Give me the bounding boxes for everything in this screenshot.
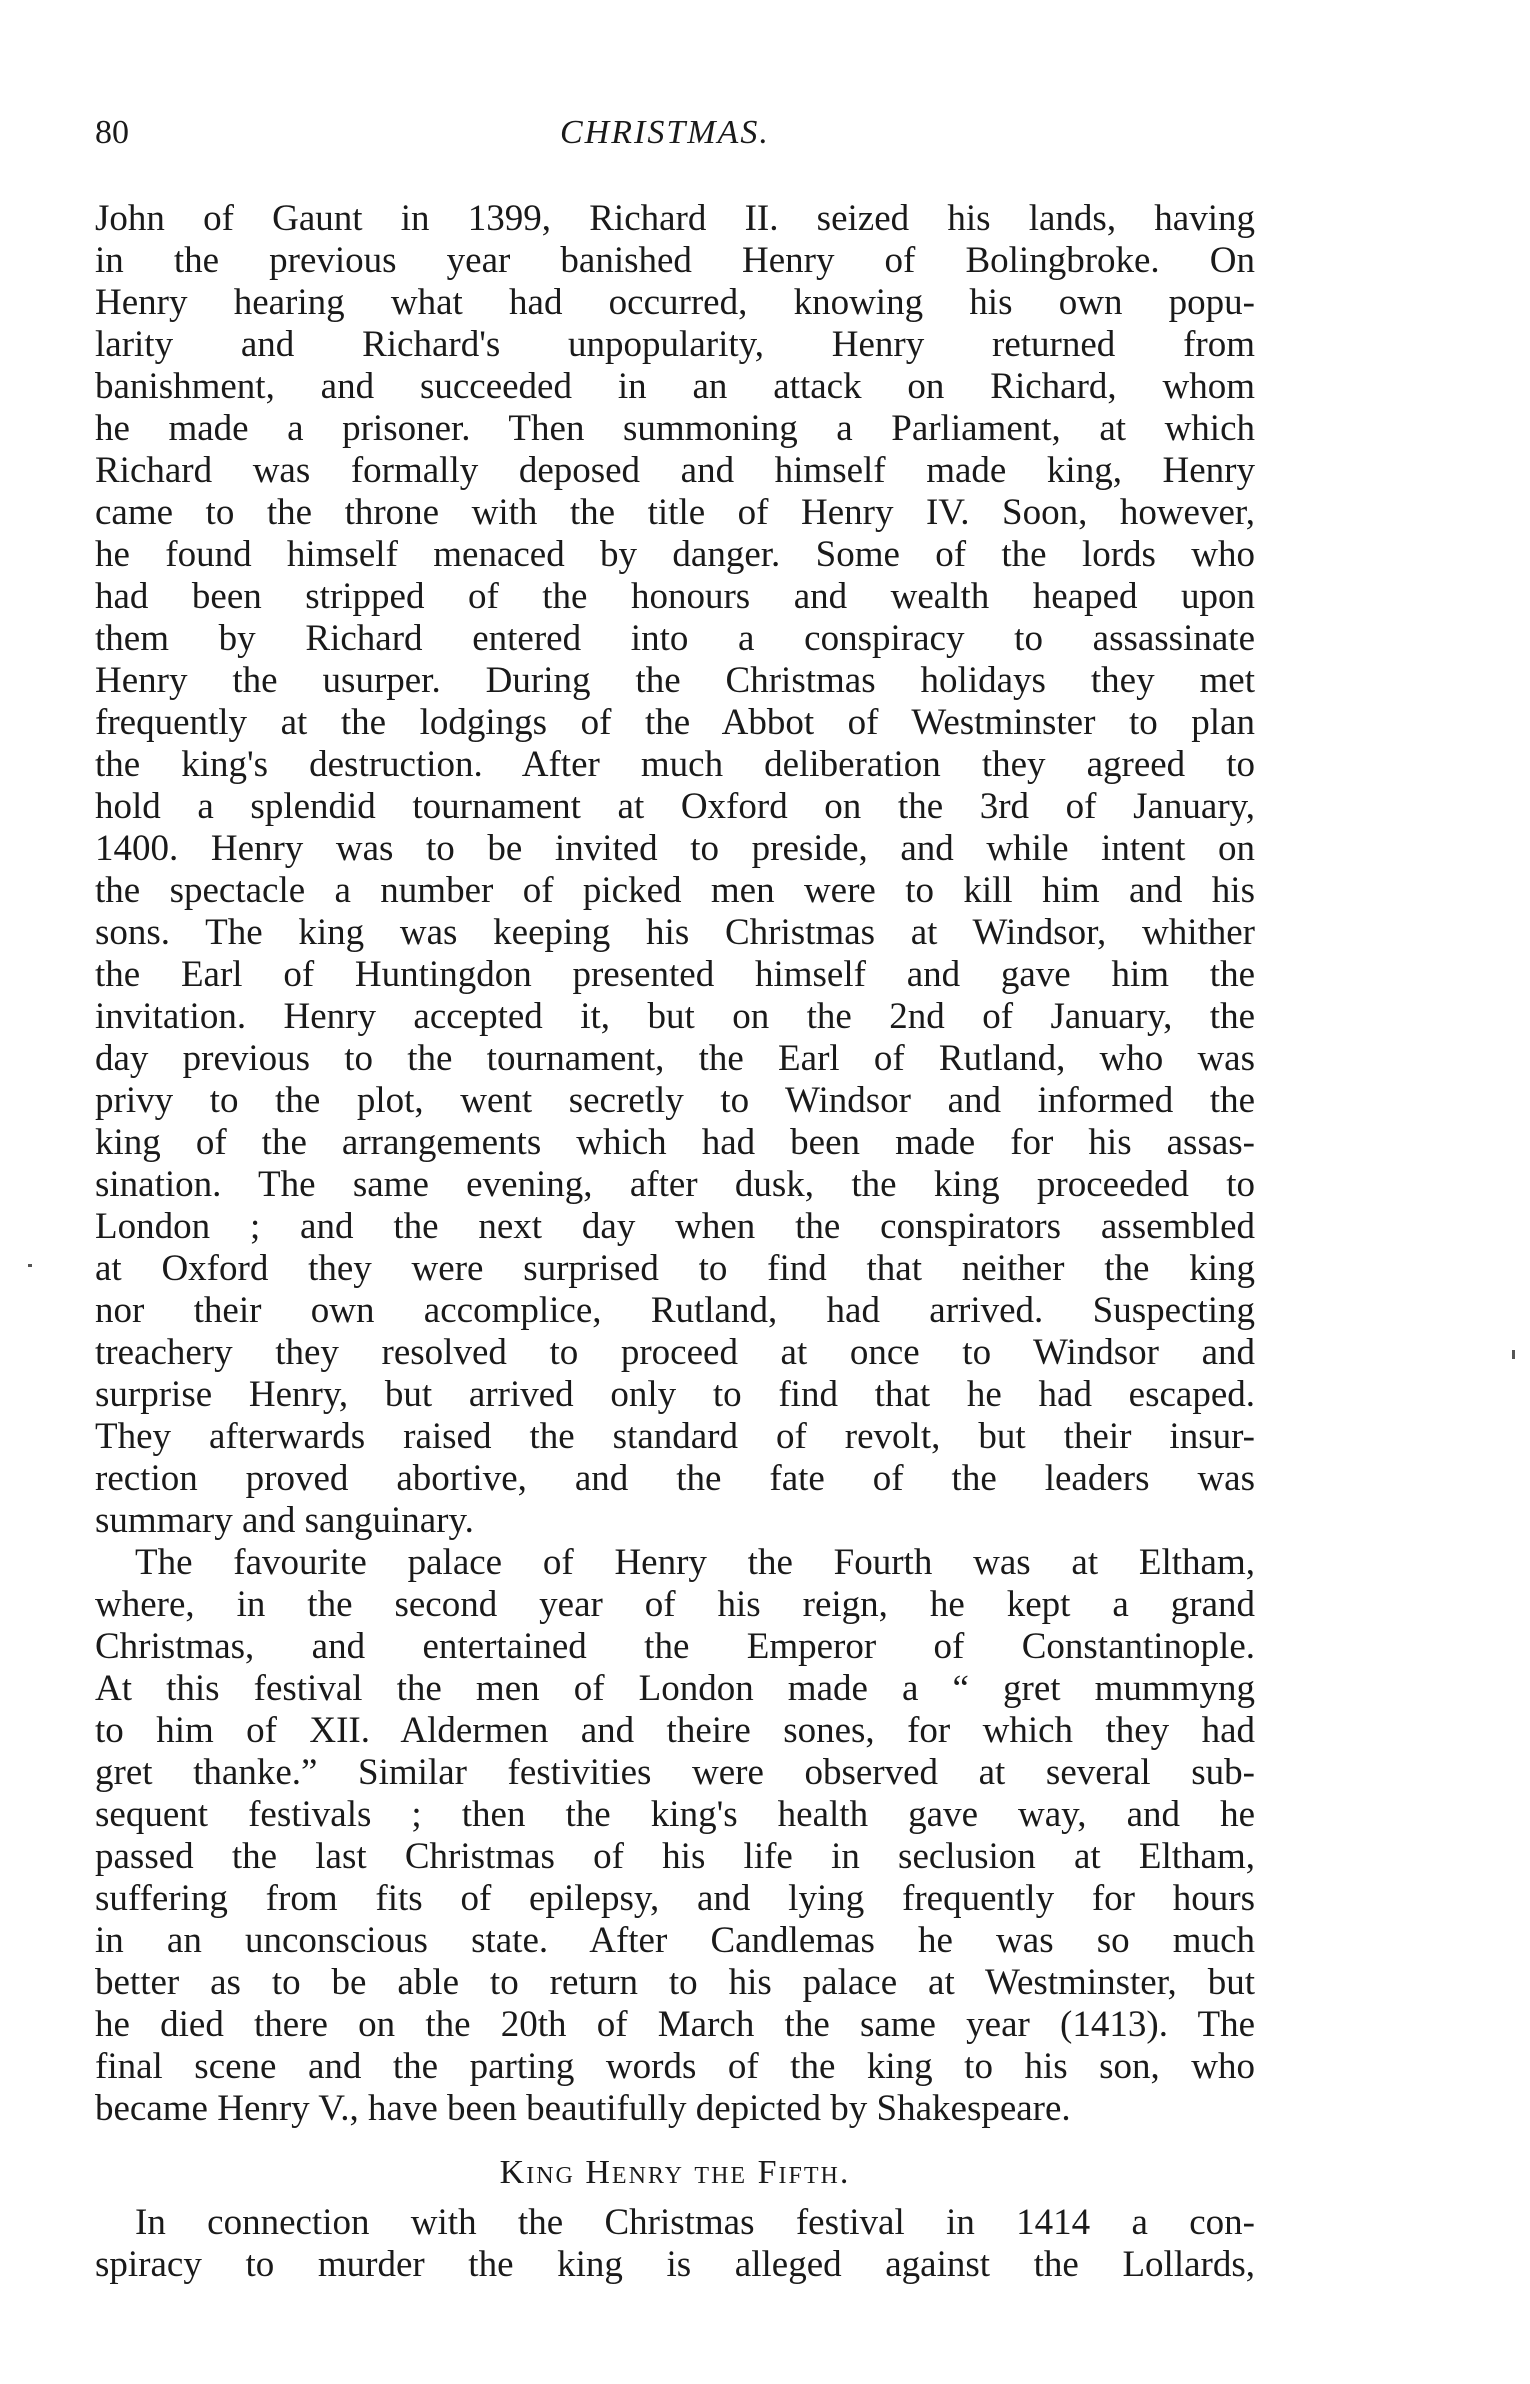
- text-line: banishment, and succeeded in an attack on Richard, whom: [95, 366, 1255, 407]
- scan-speck: [1512, 1350, 1515, 1359]
- text-line: sons. The king was keeping his Christmas at Windsor, whither: [95, 912, 1255, 953]
- text-line: where, in the second year of his reign, he kept a grand: [95, 1584, 1255, 1625]
- text-line: The favourite palace of Henry the Fourth was at Eltham,: [135, 1542, 1255, 1583]
- text-line: the king's destruction. After much deliberation they agreed to: [95, 744, 1255, 785]
- text-line: Henry hearing what had occurred, knowing his own popu-: [95, 282, 1255, 323]
- paragraph-eltham-christmas: [95, 1542, 1255, 2130]
- text-line: London ; and the next day when the conspirators assembled: [95, 1206, 1255, 1247]
- text-line: hold a splendid tournament at Oxford on the 3rd of January,: [95, 786, 1255, 827]
- text-line: day previous to the tournament, the Earl of Rutland, who was: [95, 1038, 1255, 1079]
- text-line: sequent festivals ; then the king's health gave way, and he: [95, 1794, 1255, 1835]
- text-line: in an unconscious state. After Candlemas he was so much: [95, 1920, 1255, 1961]
- text-line: They afterwards raised the standard of revolt, but their insur-: [95, 1416, 1255, 1457]
- text-line: Richard was formally deposed and himself made king, Henry: [95, 450, 1255, 491]
- running-head: [95, 108, 1255, 158]
- text-line: the spectacle a number of picked men were to kill him and his: [95, 870, 1255, 911]
- text-line: had been stripped of the honours and wealth heaped upon: [95, 576, 1255, 617]
- text-line: better as to be able to return to his palace at Westminster, but: [95, 1962, 1255, 2003]
- section-heading: King Henry the Fifth.: [499, 2154, 851, 2191]
- paragraph-henry-fifth: [95, 2202, 1255, 2286]
- body-text: [95, 198, 1255, 2286]
- scan-speck: [28, 1264, 32, 1267]
- text-line: John of Gaunt in 1399, Richard II. seized his lands, having: [95, 198, 1255, 239]
- text-line: At this festival the men of London made a “ gret mummyng: [95, 1668, 1255, 1709]
- text-line: gret thanke.” Similar festivities were observed at several sub-: [95, 1752, 1255, 1793]
- text-line: final scene and the parting words of the king to his son, who: [95, 2046, 1255, 2087]
- text-line: sination. The same evening, after dusk, the king proceeded to: [95, 1164, 1255, 1205]
- running-title: CHRISTMAS.: [560, 114, 770, 151]
- text-line: them by Richard entered into a conspiracy to assassinate: [95, 618, 1255, 659]
- text-line: nor their own accomplice, Rutland, had arrived. Suspecting: [95, 1290, 1255, 1331]
- text-line: Henry the usurper. During the Christmas holidays they met: [95, 660, 1255, 701]
- text-line: the Earl of Huntingdon presented himself and gave him the: [95, 954, 1255, 995]
- text-line: invitation. Henry accepted it, but on the 2nd of January, the: [95, 996, 1255, 1037]
- text-line: at Oxford they were surprised to find that neither the king: [95, 1248, 1255, 1289]
- text-line: he died there on the 20th of March the same year (1413). The: [95, 2004, 1255, 2045]
- text-line: Christmas, and entertained the Emperor of Constantinople.: [95, 1626, 1255, 1667]
- text-line: larity and Richard's unpopularity, Henry returned from: [95, 324, 1255, 365]
- text-line: spiracy to murder the king is alleged against the Lollards,: [95, 2244, 1255, 2285]
- page-number: 80: [95, 114, 129, 151]
- text-line: he made a prisoner. Then summoning a Parliament, at which: [95, 408, 1255, 449]
- text-line: privy to the plot, went secretly to Windsor and informed the: [95, 1080, 1255, 1121]
- text-line: in the previous year banished Henry of Bolingbroke. On: [95, 240, 1255, 281]
- text-line: suffering from fits of epilepsy, and lying frequently for hours: [95, 1878, 1255, 1919]
- text-line: In connection with the Christmas festival in 1414 a con-: [135, 2202, 1255, 2243]
- text-line: treachery they resolved to proceed at once to Windsor and: [95, 1332, 1255, 1373]
- text-line: to him of XII. Aldermen and theire sones, for which they had: [95, 1710, 1255, 1751]
- text-line: became Henry V., have been beautifully depicted by Shakespeare.: [95, 2088, 1071, 2129]
- text-line: surprise Henry, but arrived only to find that he had escaped.: [95, 1374, 1255, 1415]
- text-line: frequently at the lodgings of the Abbot of Westminster to plan: [95, 702, 1255, 743]
- text-line: summary and sanguinary.: [95, 1500, 474, 1541]
- text-line: 1400. Henry was to be invited to preside, and while intent on: [95, 828, 1255, 869]
- text-line: passed the last Christmas of his life in seclusion at Eltham,: [95, 1836, 1255, 1877]
- text-line: came to the throne with the title of Henry IV. Soon, however,: [95, 492, 1255, 533]
- text-line: king of the arrangements which had been made for his assas-: [95, 1122, 1255, 1163]
- text-line: rection proved abortive, and the fate of the leaders was: [95, 1458, 1255, 1499]
- paragraph-gaunt-conspiracy: [95, 198, 1255, 1542]
- text-line: he found himself menaced by danger. Some of the lords who: [95, 534, 1255, 575]
